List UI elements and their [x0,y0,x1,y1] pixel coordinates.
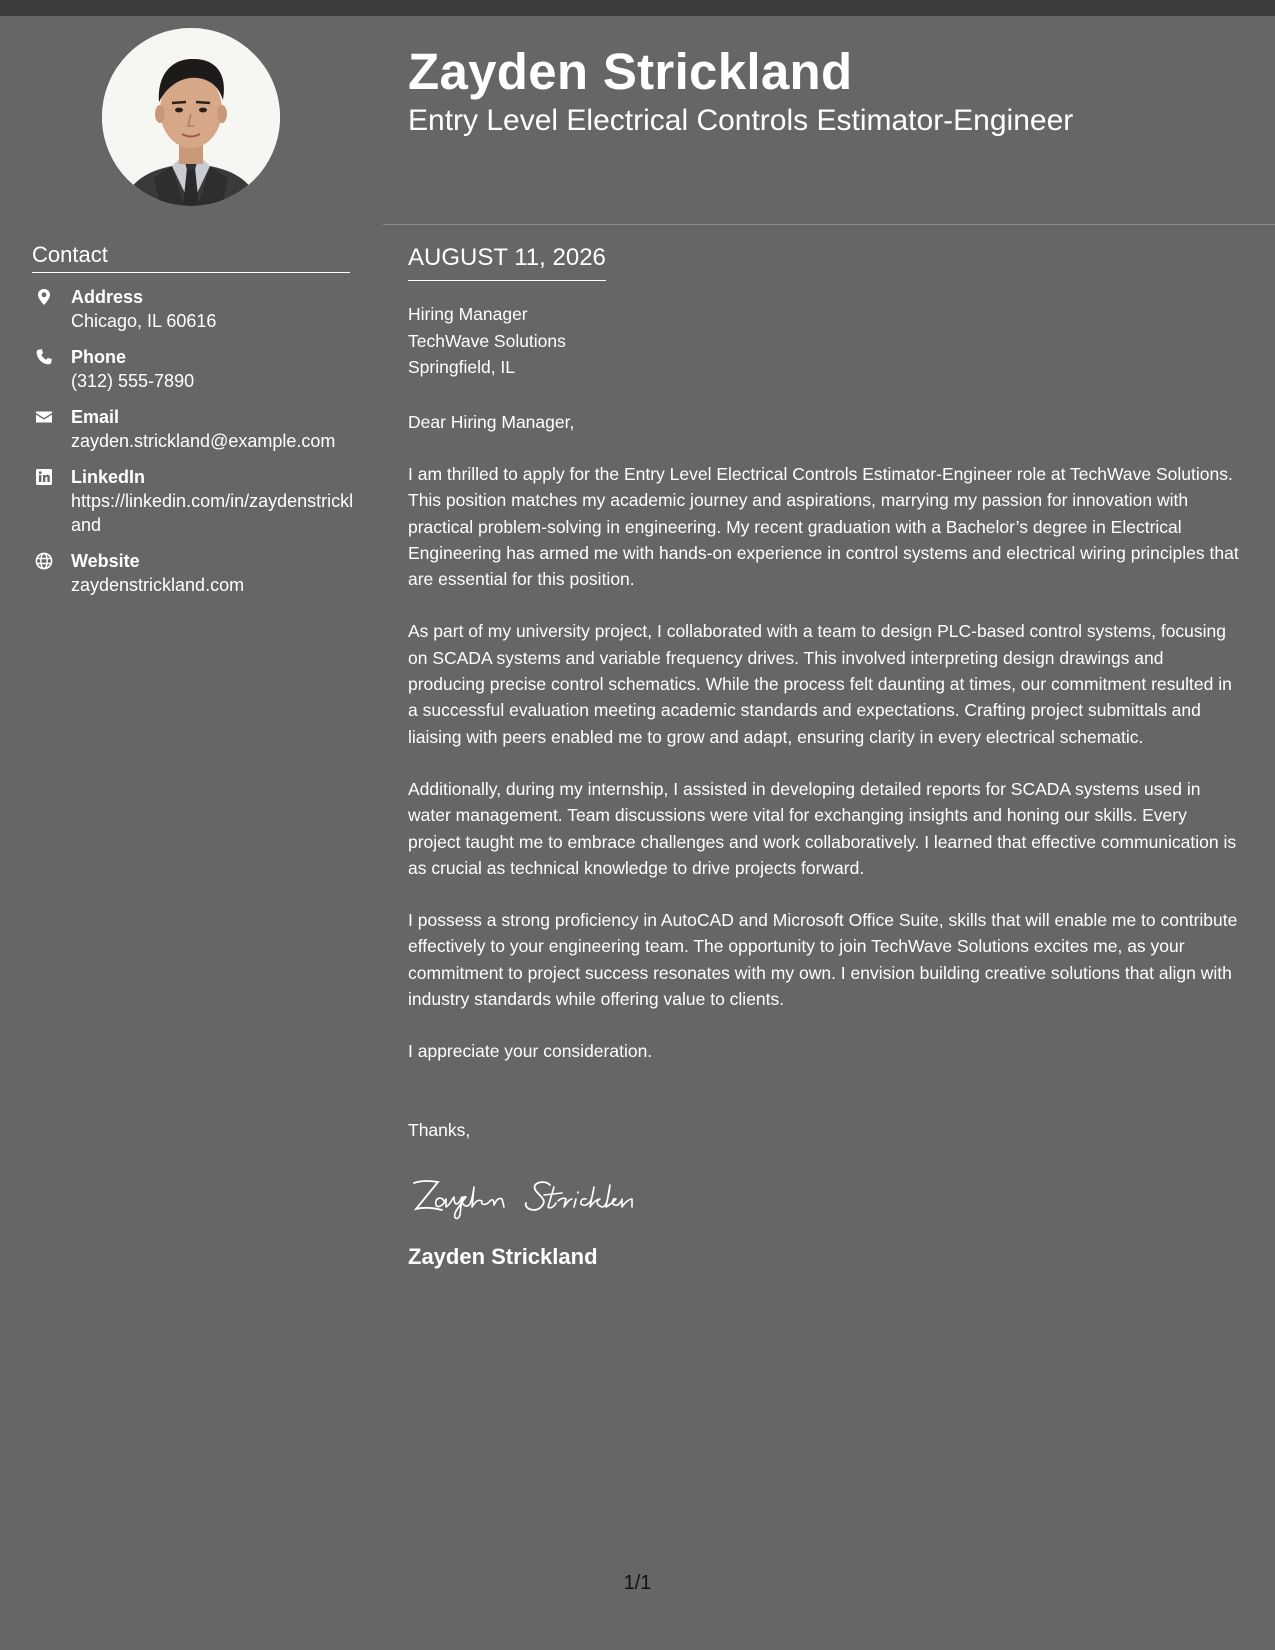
email-value[interactable]: zayden.strickland@example.com [71,431,336,451]
contact-list [32,285,362,609]
envelope-icon [35,408,53,426]
contact-item-website [32,549,362,597]
letter-paragraph: I am thrilled to apply for the Entry Level Electrical Controls Estimator-Engineer role at TechWave Solutions. This position matches my academic journey and aspirations, marrying my passion for innovation with practical problem-solving in engineering. My recent graduation with a Bachelor’s degree in Electrical Engineering has armed me with hands-on experience in control systems and electrical wiring principles that are essential for this position. [408,464,1239,590]
globe-icon [35,552,53,570]
recipient-block [408,301,1243,381]
linkedin-value[interactable]: https://linkedin.com/in/zaydenstrickland [71,491,354,535]
contact-item-phone [32,345,362,393]
handwritten-signature [408,1171,1243,1221]
contact-label: Phone [71,347,127,367]
location-pin-icon [35,288,53,306]
linkedin-icon [35,468,53,486]
contact-label: Address [71,287,144,307]
letter-date: AUGUST 11, 2026 [408,242,606,281]
candidate-name: Zayden Strickland [408,43,853,100]
job-title: Entry Level Electrical Controls Estimator-Engineer [408,104,1074,137]
website-value[interactable]: zaydenstrickland.com [71,575,245,595]
letter-paragraph: I appreciate your consideration. [408,1041,653,1062]
letter-body [408,242,1243,1271]
contact-label: Website [71,551,140,571]
contact-item-email [32,405,362,453]
recipient-line: Hiring Manager [408,304,528,324]
phone-value: (312) 555-7890 [71,371,195,391]
contact-label: LinkedIn [71,467,146,487]
letter-paragraph: I possess a strong proficiency in AutoCAD and Microsoft Office Suite, skills that will enable me to contribute effectively to your engineering team. The opportunity to join TechWave Solutions excites me, as your commitment to project success resonates with my own. I envision building creative solutions that align with industry standards while offering value to clients. [408,910,1238,1010]
signature-image [408,1171,678,1221]
letter-paragraph: As part of my university project, I collaborated with a team to design PLC-based control systems, focusing on SCADA systems and variable frequency drives. This involved interpreting design drawings and producing precise control schematics. While the process felt daunting at times, our commitment resulted in a successful evaluation meeting academic standards and expectations. Crafting project submittals and liaising with peers enabled me to grow and adapt, ensuring clarity in every electrical schematic. [408,621,1232,747]
header-divider [383,224,1275,225]
letter-paragraph: Additionally, during my internship, I assisted in developing detailed reports for SCADA systems used in water management. Team discussions were vital for exchanging insights and honing our skills. Every project taught me to embrace challenges and work collaboratively. I learned that effective communication is as crucial as technical knowledge to drive projects forward. [408,778,1237,878]
profile-photo-illustration [102,28,280,206]
recipient-line: TechWave Solutions [408,330,566,351]
contact-heading: Contact [32,240,350,273]
recipient-line: Springfield, IL [408,357,516,377]
address-value: Chicago, IL 60616 [71,311,217,331]
contact-item-linkedin [32,465,362,537]
phone-icon [35,348,53,366]
page-number: 1/1 [623,1572,652,1594]
closing: Thanks, [408,1119,471,1140]
signer-name: Zayden Strickland [408,1244,598,1270]
contact-item-address [32,285,362,333]
top-bar [0,0,1275,16]
salutation: Dear Hiring Manager, [408,411,575,432]
contact-label: Email [71,407,120,427]
profile-photo [102,28,280,206]
cover-letter-page [0,16,1275,1650]
